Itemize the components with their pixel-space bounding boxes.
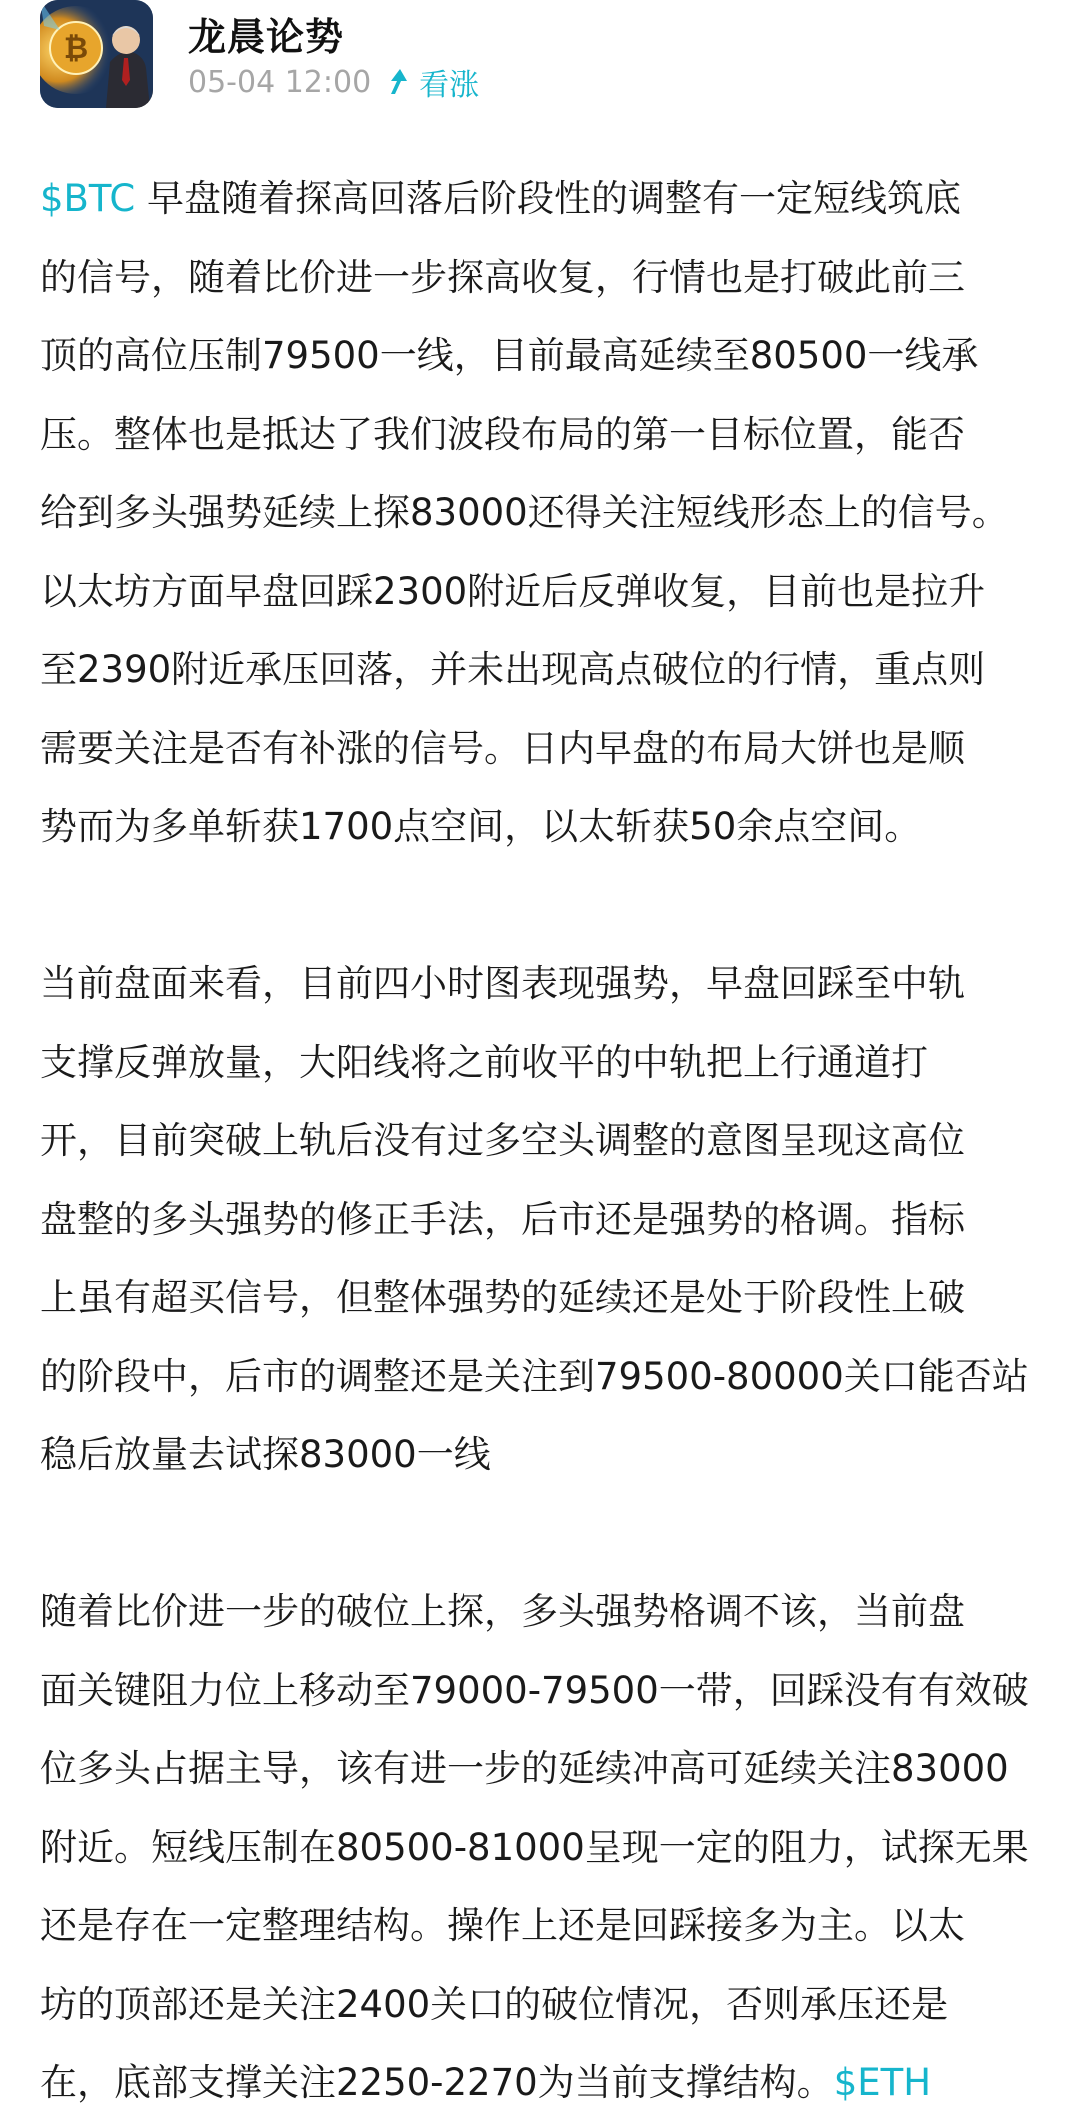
post-header xyxy=(40,0,1040,110)
text-line: 上虽有超买信号，但整体强势的延续还是处于阶段性上破 xyxy=(40,1276,965,1319)
text-line: 还是存在一定整理结构。操作上还是回踩接多为主。以太 xyxy=(40,1904,965,1947)
text-line: 坊的顶部还是关注2400关口的破位情况，否则承压还是 xyxy=(40,1982,949,2026)
author-name[interactable]: 龙晨论势 xyxy=(188,15,345,59)
text-line xyxy=(40,160,1050,239)
text-line: 以太坊方面早盘回踩2300附近后反弹收复，目前也是拉升 xyxy=(40,569,986,613)
post-content xyxy=(40,160,1050,2123)
text-line: 的阶段中，后市的调整还是关注到79500-80000关口能否站 xyxy=(40,1354,1029,1398)
paragraph-2 xyxy=(40,945,1050,1495)
author-avatar[interactable] xyxy=(40,0,153,108)
paragraph-3 xyxy=(40,1573,1050,2123)
text-line: 给到多头强势延续上探83000还得关注短线形态上的信号。 xyxy=(40,491,1009,534)
text-line: 势而为多单斩获1700点空间，以太斩获50余点空间。 xyxy=(40,805,922,848)
ticker-btc-link[interactable]: $BTC xyxy=(40,177,136,220)
text-line: 稳后放量去试探83000一线 xyxy=(40,1433,491,1476)
paragraph-1 xyxy=(40,160,1050,867)
post-time: 05-04 12:00 xyxy=(188,64,372,100)
text-line xyxy=(40,2044,1050,2123)
trend-up-icon xyxy=(387,68,409,96)
text-line: 顶的高位压制79500一线，目前最高延续至80500一线承 xyxy=(40,334,979,377)
avatar-image xyxy=(40,0,153,108)
text-line: 至2390附近承压回落，并未出现高点破位的行情，重点则 xyxy=(40,648,986,691)
text-line: 位多头占据主导，该有进一步的延续冲高可延续关注83000 xyxy=(40,1747,1009,1790)
text-line: 随着比价进一步的破位上探，多头强势格调不该，当前盘 xyxy=(40,1590,965,1633)
paragraph-spacer xyxy=(40,1495,1050,1574)
sentiment-label: 看涨 xyxy=(419,68,480,103)
text-line: 开，目前突破上轨后没有过多空头调整的意图呈现这高位 xyxy=(40,1119,965,1162)
text-line: 支撑反弹放量，大阳线将之前收平的中轨把上行通道打 xyxy=(40,1040,928,1084)
text-line: 盘整的多头强势的修正手法，后市还是强势的格调。指标 xyxy=(40,1197,965,1241)
text-line: 的信号，随着比价进一步探高收复，行情也是打破此前三 xyxy=(40,255,965,299)
text-line: 附近。短线压制在80500-81000呈现一定的阻力，试探无果 xyxy=(40,1825,1029,1869)
text-line: 压。整体也是抵达了我们波段布局的第一目标位置，能否 xyxy=(40,412,965,456)
text-line: 面关键阻力位上移动至79000-79500一带，回踩没有有效破 xyxy=(40,1668,1029,1712)
text-fragment: 在，底部支撑关注2250-2270为当前支撑结构。 xyxy=(40,2061,834,2104)
post-meta xyxy=(188,60,479,104)
svg-text:₿: ₿ xyxy=(63,31,89,66)
paragraph-spacer xyxy=(40,867,1050,946)
text-fragment: 早盘随着探高回落后阶段性的调整有一定短线筑底 xyxy=(135,177,961,220)
ticker-eth-link[interactable]: $ETH xyxy=(833,2061,932,2104)
text-line: 当前盘面来看，目前四小时图表现强势，早盘回踩至中轨 xyxy=(40,962,965,1005)
text-line: 需要关注是否有补涨的信号。日内早盘的布局大饼也是顺 xyxy=(40,726,965,770)
sentiment-badge xyxy=(387,60,479,104)
